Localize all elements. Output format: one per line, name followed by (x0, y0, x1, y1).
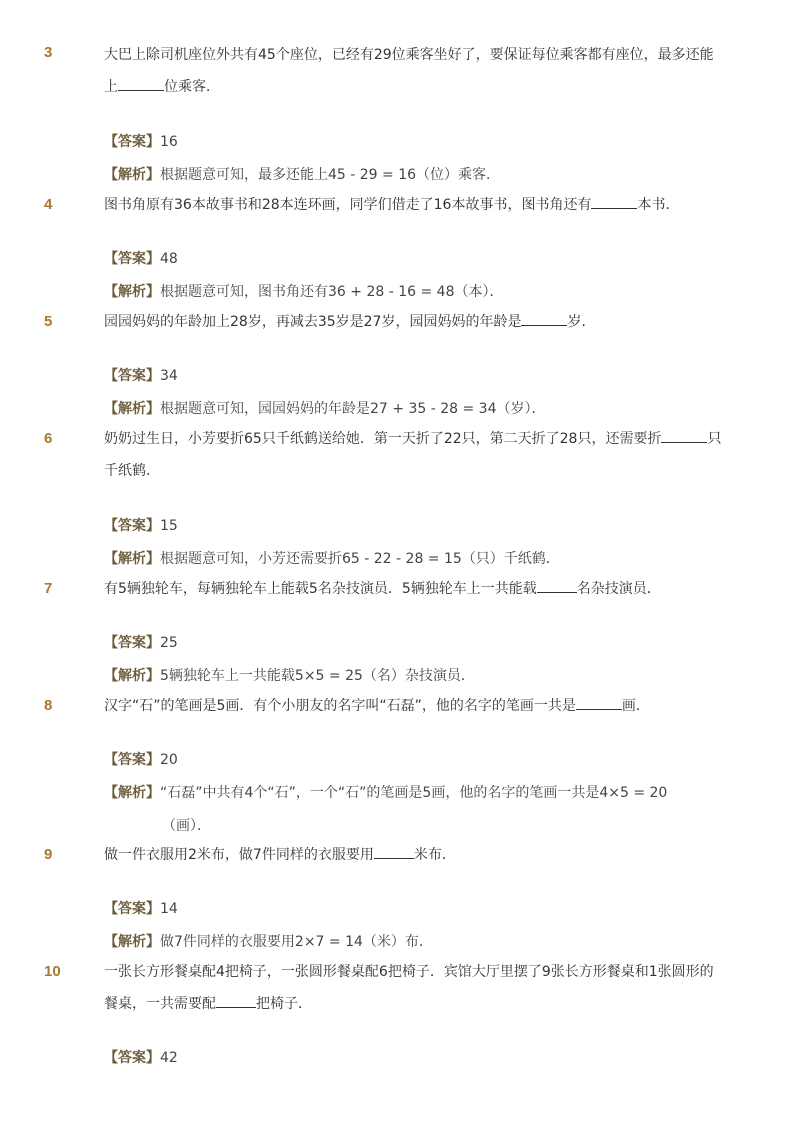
answer-label: 【答案】 (104, 901, 160, 917)
answer-label: 【答案】 (104, 635, 160, 651)
analysis-label: 【解析】 (104, 785, 160, 801)
analysis-label: 【解析】 (104, 284, 160, 300)
answer-line (104, 515, 178, 535)
answer-line (104, 898, 178, 918)
question-number: 3 (44, 44, 53, 61)
question-number: 7 (44, 580, 53, 597)
question-text-after: 画． (621, 698, 650, 714)
analysis-line (104, 164, 500, 184)
analysis-label: 【解析】 (104, 934, 160, 950)
answer-label: 【答案】 (104, 368, 160, 384)
answer-value: 15 (160, 518, 178, 534)
question-text-after: 米布． (413, 847, 456, 863)
answer-label: 【答案】 (104, 752, 160, 768)
analysis-text: “石磊”中共有4个“石”，一个“石”的笔画是5画，他的名字的笔画一共是4×5 = 20 (160, 785, 668, 801)
answer-line (104, 749, 178, 769)
analysis-text: 根据题意可知，图书角还有36 + 28 - 16 = 48（本）． (160, 284, 504, 300)
analysis-text-continued: （画）． (162, 818, 211, 834)
analysis-line (104, 931, 433, 951)
answer-blank (661, 428, 707, 443)
question-text-after: 只千纸鹤． (104, 431, 722, 479)
answer-label: 【答案】 (104, 251, 160, 267)
answer-value: 48 (160, 251, 178, 267)
question-text-before: 有5辆独轮车，每辆独轮车上能载5名杂技演员．5辆独轮车上一共能载 (104, 581, 537, 597)
answer-value: 25 (160, 635, 178, 651)
answer-value: 16 (160, 134, 178, 150)
question-text-before: 一张长方形餐桌配4把椅子，一张圆形餐桌配6把椅子．宾馆大厅里摆了9张长方形餐桌和1张圆形的餐桌，一共需要配 (104, 964, 714, 1012)
answer-value: 34 (160, 368, 178, 384)
analysis-text: 5辆独轮车上一共能载5×5 = 25（名）杂技演员． (160, 668, 475, 684)
analysis-line (104, 665, 475, 685)
analysis-line (104, 548, 560, 568)
question-text-before: 大巴上除司机座位外共有45个座位，已经有29位乘客坐好了，要保证每位乘客都有座位，最多还能上 (104, 47, 714, 95)
answer-blank (591, 194, 637, 209)
question-text-before: 奶奶过生日，小芳要折65只千纸鹤送给她．第一天折了22只，第二天折了28只，还需要折 (104, 431, 662, 447)
answer-value: 20 (160, 752, 178, 768)
question-text-after: 把椅子． (256, 996, 312, 1012)
answer-line (104, 1047, 178, 1067)
question-number: 9 (44, 846, 53, 863)
analysis-label: 【解析】 (104, 167, 160, 183)
answer-blank (374, 844, 414, 859)
question-text-before: 做一件衣服用2米布，做7件同样的衣服要用 (104, 847, 374, 863)
answer-blank (576, 695, 622, 710)
analysis-label: 【解析】 (104, 668, 160, 684)
question-text-before: 汉字“石”的笔画是5画．有个小朋友的名字叫“石磊”，他的名字的笔画一共是 (104, 698, 576, 714)
answer-line (104, 248, 178, 268)
answer-label: 【答案】 (104, 1050, 160, 1066)
analysis-text: 根据题意可知，园园妈妈的年龄是27 + 35 - 28 = 34（岁）． (160, 401, 546, 417)
answer-value: 14 (160, 901, 178, 917)
question-text (104, 423, 724, 487)
question-text-before: 园园妈妈的年龄加上28岁，再减去35岁是27岁，园园妈妈的年龄是 (104, 314, 522, 330)
analysis-line (104, 782, 667, 802)
analysis-label: 【解析】 (104, 401, 160, 417)
analysis-line (104, 398, 545, 418)
question-text-after: 名杂技演员． (576, 581, 661, 597)
question-number: 10 (44, 963, 61, 980)
answer-blank (216, 993, 256, 1008)
question-text (104, 573, 724, 605)
question-number: 4 (44, 196, 53, 213)
question-text-after: 岁． (567, 314, 596, 330)
analysis-text: 根据题意可知，最多还能上45 - 29 = 16（位）乘客． (160, 167, 501, 183)
answer-value: 42 (160, 1050, 178, 1066)
answer-label: 【答案】 (104, 134, 160, 150)
answer-blank (118, 76, 164, 91)
analysis-label: 【解析】 (104, 551, 160, 567)
question-text (104, 839, 724, 871)
question-number: 5 (44, 313, 53, 330)
question-text-before: 图书角原有36本故事书和28本连环画，同学们借走了16本故事书，图书角还有 (104, 197, 592, 213)
question-text (104, 690, 724, 722)
question-text (104, 306, 724, 338)
answer-blank (521, 311, 567, 326)
question-number: 8 (44, 697, 53, 714)
answer-label: 【答案】 (104, 518, 160, 534)
question-text-after: 本书． (637, 197, 680, 213)
answer-line (104, 131, 178, 151)
answer-blank (537, 578, 577, 593)
question-text-after: 位乘客． (164, 79, 220, 95)
question-number: 6 (44, 430, 53, 447)
analysis-text: 做7件同样的衣服要用2×7 = 14（米）布． (160, 934, 433, 950)
question-text (104, 39, 724, 103)
answer-line (104, 365, 178, 385)
analysis-text: 根据题意可知，小芳还需要折65 - 22 - 28 = 15（只）千纸鹤． (160, 551, 560, 567)
question-text (104, 956, 724, 1020)
answer-line (104, 632, 178, 652)
question-text (104, 189, 724, 221)
analysis-line (104, 281, 503, 301)
